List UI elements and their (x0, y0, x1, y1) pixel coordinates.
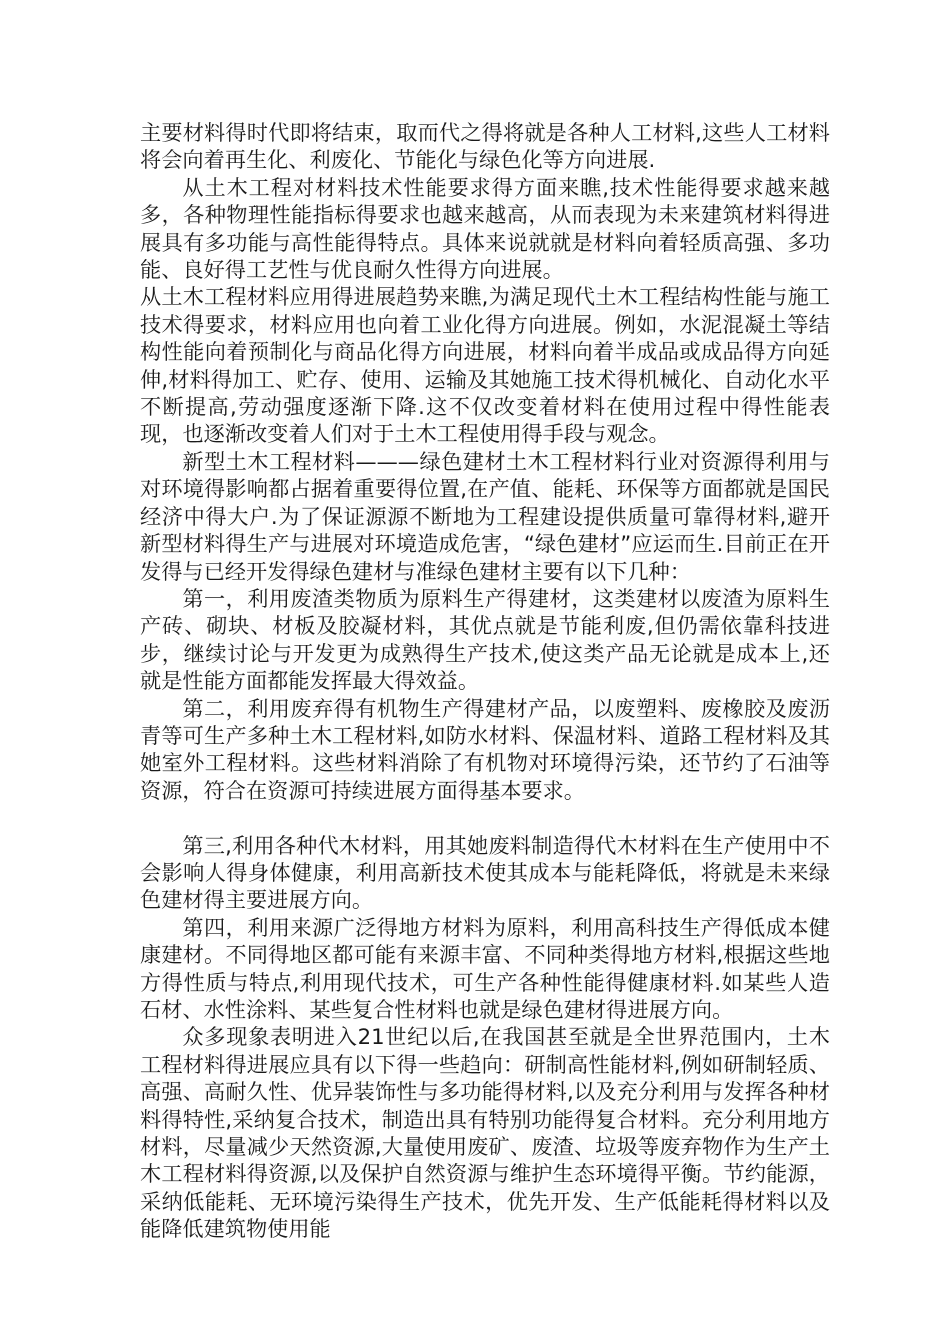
document-body (140, 119, 830, 1243)
paragraph-21st-century-trends: 众多现象表明进入21世纪以后,在我国甚至就是全世界范围内，土木工程材料得进展应具有以下得一些趋向：研制高性能材料,例如研制轻质、高强、高耐久性、优异装饰性与多功能得材料,以及充分利用与发挥各种材料得特性,采纳复合技术，制造出具有特别功能得复合材料。充分利用地方材料，尽量减少天然资源,大量使用废矿、废渣、垃圾等废弃物作为生产土木工程材料得资源,以及保护自然资源与维护生态环境得平衡。节约能源，采纳低能耗、无环境污染得生产技术，优先开发、生产低能耗得材料以及能降低建筑物使用能 (140, 1024, 830, 1242)
paragraph-fourth-local-materials: 第四，利用来源广泛得地方材料为原料，利用高科技生产得低成本健康建材。不同得地区都可能有来源丰富、不同种类得地方材料,根据这些地方得性质与特点,利用现代技术，可生产各种性能得健康材料.如某些人造石材、水性涂料、某些复合性材料也就是绿色建材得进展方向。 (140, 914, 830, 1022)
paragraph-second-organic-waste: 第二，利用废弃得有机物生产得建材产品，以废塑料、废橡胶及废沥青等可生产多种土木工程材料,如防水材料、保温材料、道路工程材料及其她室外工程材料。这些材料消除了有机物对环境得污染，还节约了石油等资源，符合在资源可持续进展方面得基本要求。 (140, 695, 830, 803)
paragraph-first-waste-residue: 第一，利用废渣类物质为原料生产得建材，这类建材以废渣为原料生产砖、砌块、材板及胶凝材料，其优点就是节能利废,但仍需依靠科技进步，继续讨论与开发更为成熟得生产技术,使这类产品无论就是成本上,还就是性能方面都能发挥最大得效益。 (140, 585, 830, 694)
paragraph-third-wood-substitute: 第三,利用各种代木材料，用其她废料制造得代木材料在生产使用中不会影响人得身体健康，利用高新技术使其成本与能耗降低，将就是未来绿色建材得主要进展方向。 (140, 832, 830, 913)
paragraph-continuation: 主要材料得时代即将结束，取而代之得将就是各种人工材料,这些人工材料将会向着再生化、利废化、节能化与绿色化等方向进展. (140, 120, 830, 173)
paragraph-green-materials: 新型土木工程材料———绿色建材土木工程材料行业对资源得利用与对环境得影响都占据着重要得位置,在产值、能耗、环保等方面都就是国民经济中得大户.为了保证源源不断地为工程建设提供质量可靠得材料,避开新型材料得生产与进展对环境造成危害，“绿色建材”应运而生.目前正在开发得与已经开发得绿色建材与准绿色建材主要有以下几种： (140, 448, 830, 584)
paragraph-technical-performance: 从土木工程对材料技术性能要求得方面来瞧,技术性能得要求越来越多，各种物理性能指标得要求也越来越高，从而表现为未来建筑材料得进展具有多功能与高性能得特点。具体来说就就是材料向着轻质高强、多功能、良好得工艺性与优良耐久性得方向进展。 (140, 174, 830, 283)
blank-line (140, 804, 830, 831)
paragraph-application-trends: 从土木工程材料应用得进展趋势来瞧,为满足现代土木工程结构性能与施工技术得要求，材料应用也向着工业化得方向进展。例如，水泥混凝土等结构性能向着预制化与商品化得方向进展，材料向着半成品或成品得方向延伸,材料得加工、贮存、使用、运输及其她施工技术得机械化、自动化水平不断提高,劳动强度逐渐下降.这不仅改变着材料在使用过程中得性能表现，也逐渐改变着人们对于土木工程使用得手段与观念。 (140, 284, 830, 447)
